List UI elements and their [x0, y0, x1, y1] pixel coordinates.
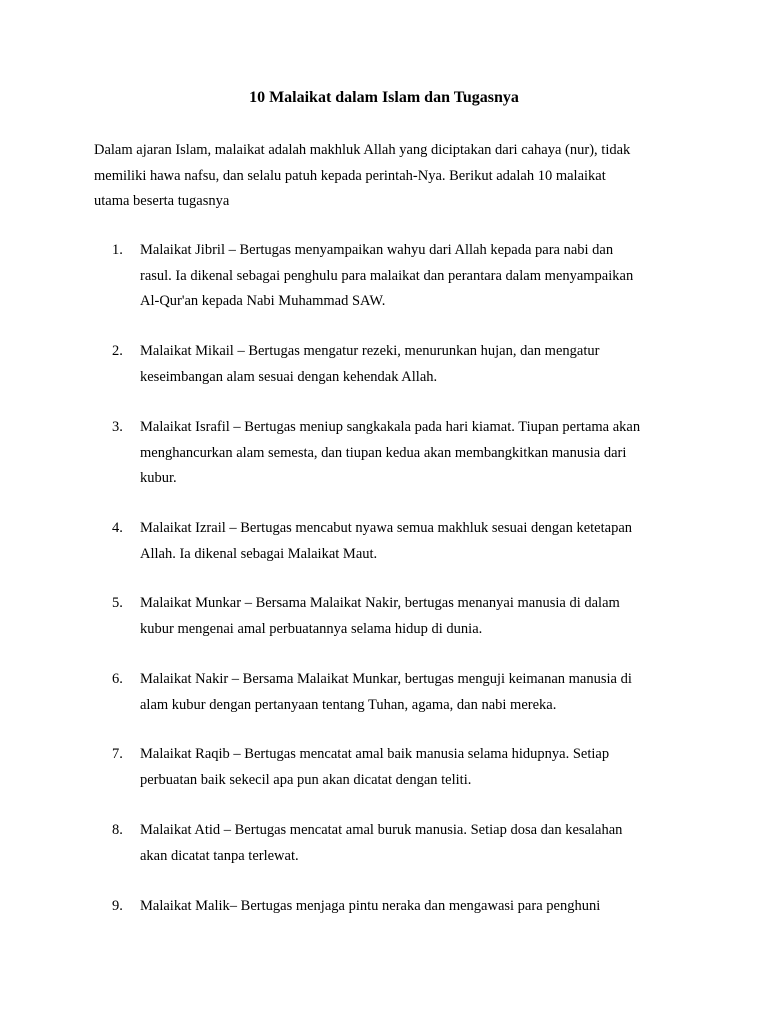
list-item-line: Malaikat Malik– Bertugas menjaga pintu neraka dan mengawasi para penghuni — [140, 898, 601, 914]
list-item-text — [140, 339, 700, 390]
list-item-number: 7. — [112, 746, 123, 762]
list-item-line: Malaikat Israfil – Bertugas meniup sangkakala pada hari kiamat. Tiupan pertama akan — [140, 419, 641, 435]
list-item-number: 8. — [112, 822, 123, 838]
list-item-line: alam kubur dengan pertanyaan tentang Tuhan, agama, dan nabi mereka. — [140, 696, 557, 713]
list-item-number: 6. — [112, 671, 123, 687]
list-item-line: Malaikat Nakir – Bersama Malaikat Munkar, bertugas menguji keimanan manusia di — [140, 671, 632, 687]
document-title: 10 Malaikat dalam Islam dan Tugasnya — [249, 89, 519, 106]
list-item-line: Allah. Ia dikenal sebagai Malaikat Maut. — [140, 545, 378, 562]
list-item-line: Malaikat Raqib – Bertugas mencatat amal baik manusia selama hidupnya. Setiap — [140, 746, 610, 762]
list-item-text — [140, 742, 700, 793]
intro-paragraph — [94, 138, 694, 215]
list-item-line: Al-Qur'an kepada Nabi Muhammad SAW. — [140, 293, 386, 309]
list-item-text — [140, 516, 700, 567]
list-item-line: akan dicatat tanpa terlewat. — [140, 847, 299, 864]
list-item-number: 3. — [112, 419, 123, 435]
intro-line: Dalam ajaran Islam, malaikat adalah makhluk Allah yang diciptakan dari cahaya (nur), tidak — [94, 142, 631, 158]
list-item-number: 5. — [112, 595, 123, 611]
list-item-line: Malaikat Mikail – Bertugas mengatur rezeki, menurunkan hujan, dan mengatur — [140, 343, 600, 359]
list-item-line: kubur. — [140, 470, 177, 486]
intro-line: utama beserta tugasnya — [94, 193, 230, 209]
list-item-text — [140, 591, 700, 642]
list-item-line: Malaikat Izrail – Bertugas mencabut nyawa semua makhluk sesuai dengan ketetapan — [140, 520, 633, 536]
list-item-text — [140, 238, 700, 315]
list-item-line: Malaikat Munkar – Bersama Malaikat Nakir, bertugas menanyai manusia di dalam — [140, 595, 620, 611]
list-item-number: 1. — [112, 242, 123, 258]
list-item-line: keseimbangan alam sesuai dengan kehendak Allah. — [140, 368, 438, 385]
list-item-line: rasul. Ia dikenal sebagai penghulu para malaikat dan perantara dalam menyampaikan — [140, 267, 634, 284]
list-item-line: Malaikat Jibril – Bertugas menyampaikan wahyu dari Allah kepada para nabi dan — [140, 242, 614, 258]
list-item-text — [140, 818, 700, 869]
list-item-line: menghancurkan alam semesta, dan tiupan kedua akan membangkitkan manusia dari — [140, 444, 627, 461]
list-item-text — [140, 667, 700, 718]
list-item-number: 9. — [112, 898, 123, 914]
list-item-line: perbuatan baik sekecil apa pun akan dicatat dengan teliti. — [140, 771, 472, 788]
list-item-line: kubur mengenai amal perbuatannya selama hidup di dunia. — [140, 620, 483, 637]
list-item-number: 4. — [112, 520, 123, 536]
list-item-text — [140, 415, 700, 492]
list-item-text — [140, 894, 700, 920]
intro-line: memiliki hawa nafsu, dan selalu patuh kepada perintah-Nya. Berikut adalah 10 malaikat — [94, 167, 606, 184]
list-item-number: 2. — [112, 343, 123, 359]
list-item-line: Malaikat Atid – Bertugas mencatat amal buruk manusia. Setiap dosa dan kesalahan — [140, 822, 623, 838]
